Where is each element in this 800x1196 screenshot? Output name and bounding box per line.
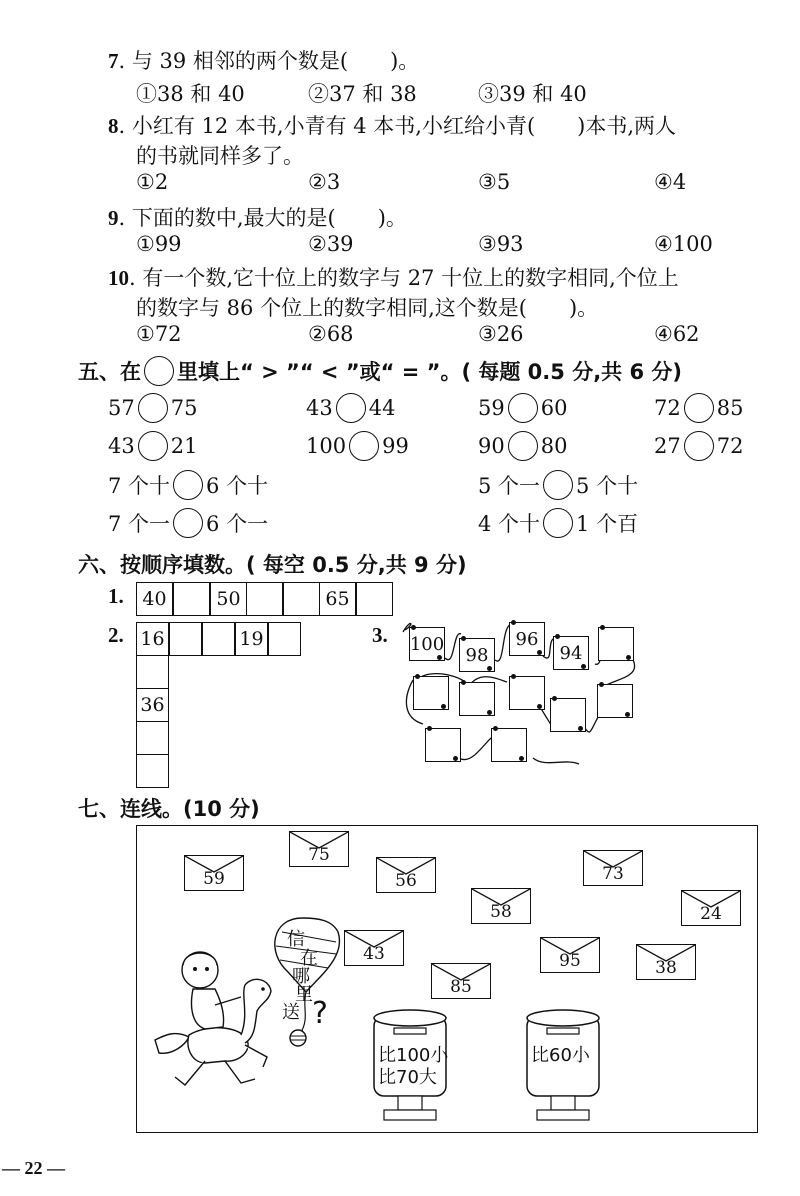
compare-left: 43 [108, 434, 135, 458]
string-knot [493, 726, 498, 731]
compare-left: 90 [478, 434, 505, 458]
q7-option-3: ③39 和 40 [478, 82, 587, 106]
q10-option-4: ④62 [654, 322, 700, 346]
question-text: . 有一个数,它十位上的数字与 27 十位上的数字相同,个位上 [129, 266, 679, 290]
compare-item [306, 431, 409, 461]
blank-cell[interactable] [268, 622, 301, 656]
compare-left: 5 个一 [478, 474, 541, 498]
string-knot [599, 682, 604, 687]
string-knot [461, 636, 466, 641]
balloon-text: 在 [300, 948, 318, 969]
child-on-horse-illustration [145, 945, 280, 1095]
blank-cell[interactable] [136, 721, 169, 755]
envelope[interactable] [540, 937, 600, 973]
answer-circle[interactable] [173, 508, 203, 538]
blank-cell[interactable] [283, 582, 320, 616]
string-knot [411, 625, 416, 630]
answer-circle[interactable] [349, 431, 379, 461]
mailbox-1-label: 比100小 [378, 1045, 449, 1066]
string-knot [437, 655, 442, 660]
string-knot [487, 710, 492, 715]
compare-item [478, 393, 567, 423]
compare-item [478, 508, 638, 538]
string-knot [511, 620, 516, 625]
puzzle-3-label: 3. [372, 623, 388, 647]
envelope[interactable] [289, 831, 349, 867]
string-knot [600, 625, 605, 630]
answer-circle[interactable] [508, 431, 538, 461]
number-cell: 50 [210, 582, 247, 616]
question-10 [108, 262, 679, 292]
balloon-text: 信 [287, 929, 305, 950]
compare-left: 7 个一 [108, 512, 171, 536]
envelope[interactable] [681, 890, 741, 926]
string-knot [555, 634, 560, 639]
compare-right: 99 [382, 434, 409, 458]
number-cell: 36 [136, 688, 169, 722]
page-number: — 22 — [2, 1158, 65, 1178]
number-tag: 94 [553, 636, 589, 670]
number-cell: 40 [136, 582, 173, 616]
string-knot [461, 680, 466, 685]
q7-option-1: ①38 和 40 [136, 82, 245, 106]
question-8 [108, 110, 676, 140]
compare-right: 21 [170, 434, 198, 458]
mailbox-2-label: 比60小 [531, 1045, 590, 1066]
puzzle-2-label: 2. [108, 623, 124, 647]
envelope[interactable] [583, 850, 643, 886]
envelope[interactable] [636, 944, 696, 980]
compare-left: 59 [478, 396, 505, 420]
mailbox-1-label: 比70大 [378, 1067, 437, 1088]
compare-left: 100 [306, 434, 347, 458]
compare-right: 5 个十 [576, 474, 639, 498]
envelope-number: 95 [559, 951, 581, 971]
compare-right: 6 个十 [206, 474, 269, 498]
envelope[interactable] [431, 963, 491, 999]
balloon-text: ? [312, 996, 328, 1031]
envelope-number: 56 [395, 871, 417, 891]
blank-cell[interactable] [169, 622, 202, 656]
string-knot [552, 696, 557, 701]
section-5-title [78, 356, 682, 386]
compare-left: 27 [654, 434, 681, 458]
q8-option-4: ④4 [654, 170, 687, 194]
number-cell: 16 [136, 622, 169, 656]
question-text: . 与 39 相邻的两个数是( )。 [118, 49, 420, 73]
compare-right: 80 [540, 434, 568, 458]
envelope-number: 73 [602, 864, 624, 884]
string-knot [453, 756, 458, 761]
compare-right: 85 [716, 396, 744, 420]
string-knot [511, 674, 516, 679]
compare-item [654, 431, 743, 461]
envelope-number: 75 [308, 845, 330, 865]
number-cell: 19 [235, 622, 268, 656]
question-7 [108, 45, 419, 75]
q10-option-3: ③26 [478, 322, 524, 346]
compare-right: 75 [170, 396, 198, 420]
compare-item [306, 393, 395, 423]
section-7-title: 七、连线。(10 分) [78, 797, 260, 821]
compare-left: 4 个十 [478, 512, 541, 536]
string-knot [441, 704, 446, 709]
question-text: . 小红有 12 本书,小青有 4 本书,小红给小青( )本书,两人 [118, 114, 677, 138]
q8-option-3: ③5 [478, 170, 511, 194]
envelope-number: 85 [450, 977, 472, 997]
q8-option-1: ①2 [136, 170, 169, 194]
section-6-title: 六、按顺序填数。( 每空 0.5 分,共 9 分) [78, 553, 467, 577]
string-knot [581, 664, 586, 669]
compare-item [478, 470, 638, 500]
question-text: . 下面的数中,最大的是( )。 [118, 206, 407, 230]
blank-cell[interactable] [173, 582, 210, 616]
compare-left: 43 [306, 396, 333, 420]
string-knot [427, 726, 432, 731]
string-knot [519, 756, 524, 761]
envelope[interactable] [376, 857, 436, 893]
answer-circle[interactable] [543, 470, 573, 500]
q7-option-2: ②37 和 38 [308, 82, 417, 106]
envelope-number: 24 [700, 904, 722, 924]
compare-right: 72 [716, 434, 744, 458]
compare-item [654, 393, 743, 423]
q9-option-2: ②39 [308, 232, 354, 256]
envelope-number: 58 [490, 902, 512, 922]
q10-option-2: ②68 [308, 322, 354, 346]
compare-left: 72 [654, 396, 681, 420]
puzzle-1-label: 1. [108, 584, 124, 608]
envelope-number: 43 [363, 944, 385, 964]
string-knot [537, 650, 542, 655]
question-number: 10 [108, 266, 129, 290]
title-part: 里填上“ > ”“ < ”或“ = ”。( 每题 0.5 分,共 6 分) [177, 360, 683, 384]
string-knot [625, 712, 630, 717]
number-tag: 100 [409, 627, 445, 661]
question-number: 7 [108, 49, 119, 73]
compare-right: 6 个一 [206, 512, 269, 536]
compare-item [478, 431, 567, 461]
string-knot [537, 704, 542, 709]
string-knot [415, 674, 420, 679]
blank-cell[interactable] [356, 582, 393, 616]
blank-cell[interactable] [136, 754, 169, 788]
answer-circle[interactable] [684, 393, 714, 423]
compare-left: 57 [108, 396, 135, 420]
answer-circle[interactable] [543, 508, 573, 538]
envelope[interactable] [344, 930, 404, 966]
number-tag: 98 [459, 638, 495, 672]
balloon-text: 哪 [292, 966, 310, 987]
q8-option-2: ②3 [308, 170, 341, 194]
blank-cell[interactable] [246, 582, 283, 616]
answer-circle[interactable] [138, 431, 168, 461]
answer-circle[interactable] [508, 393, 538, 423]
balloon-text: 送 [282, 1002, 300, 1023]
answer-circle[interactable] [336, 393, 366, 423]
envelope-number: 38 [655, 958, 677, 978]
question-number: 8 [108, 114, 119, 138]
string-knot [626, 655, 631, 660]
q9-option-1: ①99 [136, 232, 182, 256]
balloon-text: 里 [295, 984, 313, 1005]
compare-item [108, 431, 197, 461]
compare-right: 44 [368, 396, 396, 420]
number-tag: 96 [509, 622, 545, 656]
compare-item [108, 508, 268, 538]
compare-right: 60 [540, 396, 568, 420]
compare-left: 7 个十 [108, 474, 171, 498]
circle-icon [144, 356, 174, 386]
q9-option-3: ③93 [478, 232, 524, 256]
answer-circle[interactable] [173, 470, 203, 500]
answer-circle[interactable] [138, 393, 168, 423]
title-part: 五、在 [78, 360, 141, 384]
string-knot [487, 666, 492, 671]
q9-option-4: ④100 [654, 232, 713, 256]
string-knot [578, 726, 583, 731]
blank-cell[interactable] [136, 655, 169, 689]
envelope[interactable] [184, 855, 244, 891]
question-10-line2: 的数字与 86 个位上的数字相同,这个数是( )。 [136, 296, 599, 320]
number-cell: 65 [319, 582, 356, 616]
envelope-number: 59 [203, 869, 225, 889]
compare-item [108, 470, 268, 500]
compare-right: 1 个百 [576, 512, 639, 536]
question-9 [108, 202, 407, 232]
question-number: 9 [108, 206, 119, 230]
q10-option-1: ①72 [136, 322, 182, 346]
compare-item [108, 393, 197, 423]
question-8-line2: 的书就同样多了。 [136, 144, 304, 168]
envelope[interactable] [471, 888, 531, 924]
answer-circle[interactable] [684, 431, 714, 461]
blank-cell[interactable] [202, 622, 235, 656]
